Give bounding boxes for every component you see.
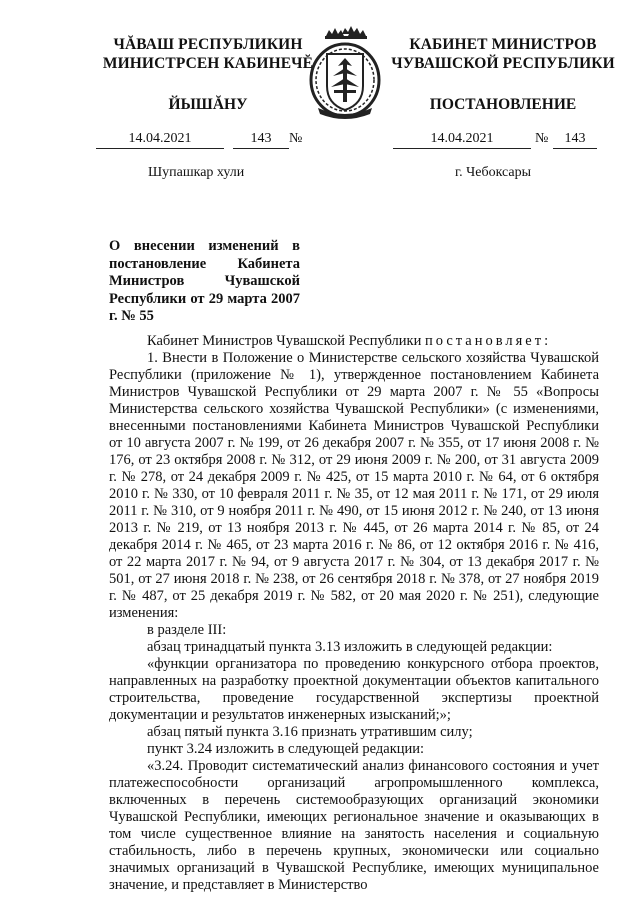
intro-text: Кабинет Министров Чувашской Республики — [147, 333, 425, 349]
body-paragraph: абзац тринадцатый пункта 3.13 изложить в следующей редакции: — [147, 639, 553, 655]
body-paragraph: 1. Внести в Положение о Министерстве сельского хозяйства Чувашской Республики (приложение № 1), утвержденное постановлением Кабинета Министров Чувашской Республики от 29 марта 2007 г. № 55 «Вопросы Министерства сельского хозяйства Чувашской Республики» (с изменениями, внесенными постановлениями Кабинета Министров Чувашской Республики от 10 августа 2007 г. № 199, от 26 декабря 2007 г. № 355, от 17 июня 2008 г. № 176, от 23 октября 2008 г. № 312, от 29 июня 2009 г. № 200, от 31 августа 2009 г. № 278, от 24 декабря 2009 г. № 425, от 15 марта 2010 г. № 64, от 6 октября 2010 г. № 330, от 10 февраля 2011 г. № 35, от 12 мая 2011 г. № 171, от 29 июля 2011 г. № 310, от 9 ноября 2011 г. № 490, от 15 июня 2012 г. № 240, от 13 июня 2013 г. № 219, от 13 ноября 2013 г. № 445, от 26 марта 2014 г. № 85, от 24 декабря 2014 г. № 465, от 23 марта 2016 г. № 86, от 12 октября 2016 г. № 416, от 22 марта 2017 г. № 94, от 9 августа 2017 г. № 304, от 13 декабря 2017 г. № 501, от 27 июня 2018 г. № 238, от 26 сентября 2018 г. № 378, от 27 ноября 2019 г. № 487, от 25 декабря 2019 г. № 582, от 20 мая 2020 г. № 251), следующие изменения: — [109, 350, 599, 621]
right-reg-date: 14.04.2021 — [393, 130, 531, 149]
body-paragraph: в разделе III: — [147, 622, 227, 638]
left-number-sign: № — [289, 131, 303, 146]
right-org-line2: ЧУВАШСКОЙ РЕСПУБЛИКИ — [391, 55, 615, 72]
body-paragraph: «3.24. Проводит систематический анализ финансового состояния и учет платежеспособности организаций агропромышленного комплекса, включенных в перечень системообразующих организаций экономики Чувашской Республики, имеющих региональное значение и оказывающих в том числе существенное влияние на занятость населения и социальную стабильность, либо в перечень крупных, экономически или социально значимых организаций в Чувашской Республике, имеющих муниципальное значение, и представляет в Министерство — [109, 758, 599, 893]
left-doctype: ЙЫШĂНУ — [168, 96, 248, 113]
right-org-name — [387, 35, 619, 73]
left-reg-date: 14.04.2021 — [96, 130, 224, 149]
left-org-name — [92, 35, 324, 73]
place-right: г. Чебоксары — [455, 165, 532, 180]
body-paragraph: пункт 3.24 изложить в следующей редакции: — [147, 741, 425, 757]
right-registration-line — [393, 130, 605, 150]
left-org-line1: ЧĂВАШ РЕСПУБЛИКИН — [113, 36, 303, 53]
place-left: Шупашкар хули — [148, 165, 245, 180]
intro-paragraph — [109, 333, 599, 350]
right-number-sign: № — [535, 131, 549, 146]
chuvash-republic-emblem-icon — [304, 24, 386, 120]
body-paragraph: абзац пятый пункта 3.16 признать утратившим силу; — [147, 724, 473, 740]
left-org-line2: МИНИСТРСЕН КАБИНЕЧĔ — [102, 55, 314, 72]
right-org-line1: КАБИНЕТ МИНИСТРОВ — [409, 36, 597, 53]
right-doctype: ПОСТАНОВЛЕНИЕ — [429, 96, 577, 113]
body-paragraph: «функции организатора по проведению конкурсного отбора проектов, направленных на разработку проектной документации объектов капитального строительства, проведение государственной экспертизы проектной документации и результатов инженерных изысканий;»; — [109, 656, 599, 723]
intro-decree-word: постановляет: — [424, 333, 552, 349]
left-registration-line — [96, 130, 326, 150]
right-reg-number: 143 — [553, 130, 597, 149]
document-title: О внесении изменений в постановление Кабинета Министров Чувашской Республики от 29 марта 2007 г. № 55 — [109, 238, 300, 324]
left-reg-number: 143 — [233, 130, 289, 149]
document-body — [109, 333, 599, 894]
